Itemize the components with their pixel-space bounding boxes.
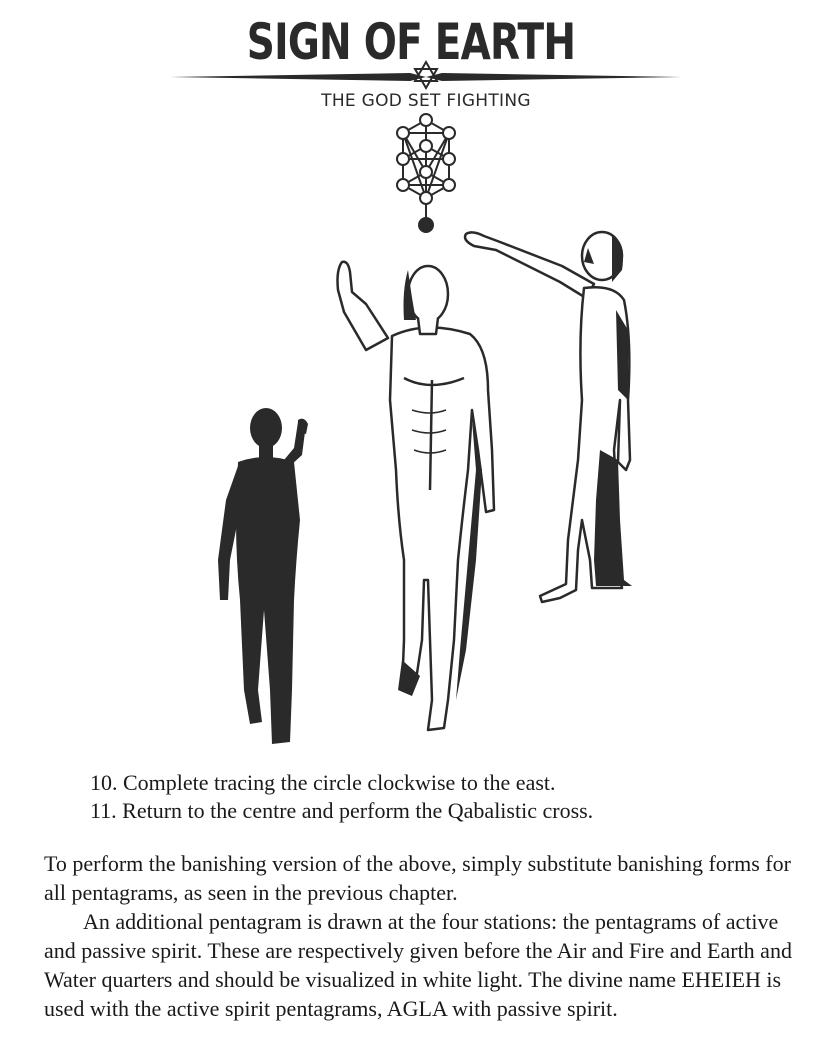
step-list <box>90 769 593 825</box>
star-of-david-icon <box>415 62 437 88</box>
list-item: 11. Return to the centre and perform the Qabalistic cross. <box>90 798 594 823</box>
page-title: SIGN OF EARTH <box>246 13 576 71</box>
list-item: 10. Complete tracing the circle clockwise to the east. <box>90 770 556 795</box>
page-subtitle: THE GOD SET FIGHTING <box>321 91 531 111</box>
paragraph: To perform the banishing version of the above, simply substitute banishing forms for all pentagrams, as seen in the previous chapter. <box>44 851 791 905</box>
tree-of-life-icon <box>397 114 455 232</box>
figure-silhouette-back <box>218 408 308 744</box>
title-rule <box>170 73 682 81</box>
paragraph: An additional pentagram is drawn at the four stations: the pentagrams of active and passive spirit. These are respectively given before the Air and Fire and Earth and Water quarters and should be visualized in white light. The divine name EHEIEH is used with the active spirit pentagrams, AGLA with passive spirit. <box>44 909 792 1021</box>
figure-center <box>338 262 495 730</box>
